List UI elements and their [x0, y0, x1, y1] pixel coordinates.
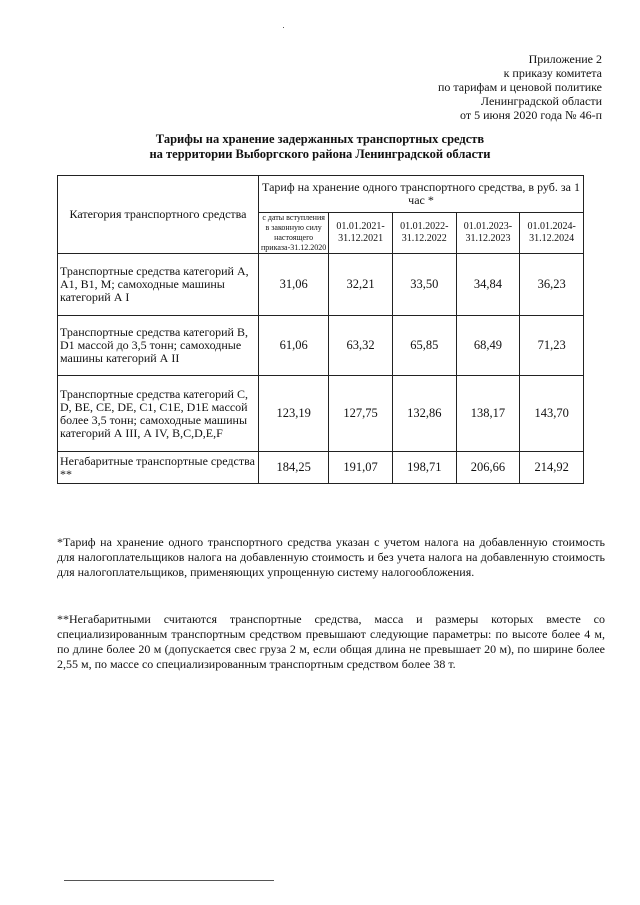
tariff-value: 132,86 — [392, 376, 456, 452]
appendix-line: к приказу комитета — [503, 66, 602, 80]
table-row — [58, 254, 584, 316]
period-header: 01.01.2023-31.12.2023 — [456, 213, 520, 254]
category-column-header: Категория транспортного средства — [58, 176, 259, 254]
appendix-line: Ленинградской области — [480, 94, 602, 108]
scan-speck — [283, 27, 284, 28]
tariff-value: 63,32 — [329, 316, 393, 376]
tariff-value: 206,66 — [456, 452, 520, 484]
appendix-line: Приложение 2 — [528, 52, 602, 66]
tariff-value: 34,84 — [456, 254, 520, 316]
tariff-value: 143,70 — [520, 376, 584, 452]
tariff-value: 68,49 — [456, 316, 520, 376]
tariff-value: 33,50 — [392, 254, 456, 316]
tariff-value: 123,19 — [259, 376, 329, 452]
bottom-rule — [64, 880, 274, 881]
period-header: 01.01.2022-31.12.2022 — [392, 213, 456, 254]
tariff-table — [57, 175, 584, 484]
footnote-vat: *Тариф на хранение одного транспортного средства указан с учетом налога на добавленную стоимость для налогоплательщиков налога на добавленную стоимость и без учета налога на добавленную стоимость для налогоплательщиков, применяющих упрощенную систему налогообложения. — [57, 535, 605, 579]
period-header: с даты вступления в законную силу настоящего приказа-31.12.2020 — [259, 213, 329, 254]
title-line-1: Тарифы на хранение задержанных транспортных средств — [155, 132, 485, 146]
tariff-value: 65,85 — [392, 316, 456, 376]
tariff-value: 36,23 — [520, 254, 584, 316]
tariff-value: 61,06 — [259, 316, 329, 376]
tariff-value: 191,07 — [329, 452, 393, 484]
footnote-oversized: **Негабаритными считаются транспортные средства, масса и размеры которых вместе со специализированным транспортным средством превышают следующие параметры: по высоте более 4 м, по длине более 20 м (допускается свес груза 2 м, если общая длина не превышает 20 м), по ширине более 2,55 м, по массе со специализированным транспортным средством более 38 т. — [57, 612, 605, 671]
row-category: Транспортные средства категорий В, D1 массой до 3,5 тонн; самоходные машины категорий А II — [58, 316, 259, 376]
tariff-value: 138,17 — [456, 376, 520, 452]
document-title — [130, 132, 510, 162]
tariff-column-header: Тариф на хранение одного транспортного средства, в руб. за 1 час * — [259, 176, 584, 213]
table-row — [58, 452, 584, 484]
period-header: 01.01.2024-31.12.2024 — [520, 213, 584, 254]
tariff-value: 184,25 — [259, 452, 329, 484]
tariff-value: 71,23 — [520, 316, 584, 376]
row-category: Транспортные средства категорий С, D, BE, CE, DE, C1, C1E, D1E массой более 3,5 тонн; самоходные машины категорий А III, А IV, В,С,D,E,F — [58, 376, 259, 452]
row-category: Транспортные средства категорий А, А1, В1, М; самоходные машины категорий А I — [58, 254, 259, 316]
appendix-line: от 5 июня 2020 года № 46-п — [460, 108, 602, 122]
row-category: Негабаритные транспортные средства ** — [58, 452, 259, 484]
title-line-2: на территории Выборгского района Ленинградской области — [149, 147, 491, 161]
tariff-value: 32,21 — [329, 254, 393, 316]
table-row — [58, 316, 584, 376]
tariff-value: 127,75 — [329, 376, 393, 452]
tariff-value: 214,92 — [520, 452, 584, 484]
tariff-value: 198,71 — [392, 452, 456, 484]
table-row — [58, 376, 584, 452]
tariff-value: 31,06 — [259, 254, 329, 316]
appendix-block — [372, 52, 602, 122]
table-header-row — [58, 176, 584, 213]
appendix-line: по тарифам и ценовой политике — [437, 80, 602, 94]
period-header: 01.01.2021-31.12.2021 — [329, 213, 393, 254]
